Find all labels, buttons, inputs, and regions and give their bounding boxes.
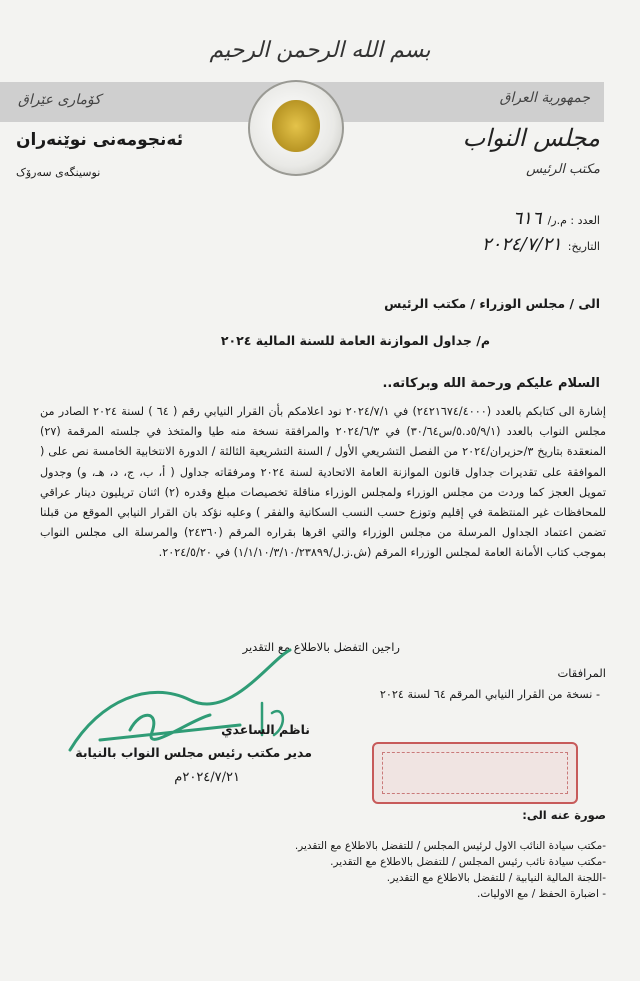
- arabic-subtitle: مكتب الرئيس: [526, 162, 600, 177]
- reference-number: [400, 208, 600, 229]
- signatory-title: مدير مكتب رئيس مجلس النواب بالنيابة: [75, 745, 312, 760]
- kurdish-subtitle: نوسینگەی سەرۆک: [16, 166, 101, 179]
- signature-date: ٢٠٢٤/٧/٢١م: [174, 770, 240, 785]
- kurdish-country: كۆماری عێراق: [18, 92, 101, 108]
- closing-line: راجين التفضل بالاطلاع مع التقدير: [242, 640, 400, 654]
- attachment-item: - نسخة من القرار النيابي المرقم ٦٤ لسنة ٢٠٢٤: [379, 688, 600, 701]
- greeting: السلام عليكم ورحمة الله وبركاته..: [382, 376, 600, 391]
- date-value: ٢٠٢٤/٧/٢١: [481, 234, 562, 255]
- copies-heading: صورة عنه الى:: [522, 808, 606, 822]
- copies-list: [200, 838, 606, 902]
- arabic-country: جمهورية العراق: [499, 90, 590, 106]
- basmala: بسم الله الرحمن الرحيم: [209, 38, 431, 63]
- signatory-name: ناظم الساعدي: [221, 722, 310, 737]
- letter-body: إشارة الى كتابكم بالعدد (٢٤٢١٦٧٤/٤٠٠٠) في ٢٠٢٤/٧/١ نود اعلامكم بأن القرار النيابي رقم ( ٦٤ ) لسنة ٢٠٢٤ الصادر من مجلس النواب بالعدد (٥/٩/١د.٥/س٣٠/٦٤) في ٢٠٢٤/٦/٣ والمرافقة نسخة منه طيا والمتخذ في جلسته المرقمة (٢٧) المنعقدة بتاريخ ٣/حزيران/٢٠٢٤ من الفصل التشريعي الأول / السنة التشريعية الثالثة / الدورة الانتخابية الخامسة نص على ( الموافقة على تقديرات جداول قانون الموازنة العامة الاتحادية لسنة ٢٠٢٤ ومرفقاته جداول ( أ، ب، ج، د، هـ، و) وجدول تمويل العجز كما وردت من مجلس الوزراء ولمجلس الوزراء مناقلة تخصيصات مبلغ وقدره (٢) اثنان تريليون دينار عراقي للمحافظات غير المنتظمة في إقليم وتوزع حسب النسب السكانية والفقر ) وعليه نؤكد بان القرار النيابي الموقع من قبلنا تضمن اعتماد الجداول المرسلة من مجلس الوزراء والتي اقرها بقراره المرقم (٢٤٣٦٠) والمرسلة الى مجلس النواب بموجب كتاب الأمانة العامة لمجلس الوزراء المرقم (ش.ز.ل/١/١/١٠/٣/١٠/٢٣٨٩٩) في ٢٠٢٤/٥/٢٠.: [40, 405, 607, 560]
- copy-item: -مكتب سيادة نائب رئيس المجلس / للتفضل بالاطلاع مع التقدير.: [330, 856, 606, 868]
- reference-date: [400, 234, 600, 255]
- iraq-seal-icon: [248, 80, 344, 176]
- subject: م/ جداول الموازنة العامة للسنة المالية ٢٠٢٤: [220, 333, 490, 348]
- official-stamp-icon: [372, 742, 578, 804]
- kurdish-title: ئەنجومەنی نوێنەران: [16, 130, 184, 150]
- copy-item: - اضبارة الحفظ / مع الاوليات.: [477, 888, 606, 900]
- addressee: الى / مجلس الوزراء / مكتب الرئيس: [384, 296, 600, 311]
- copy-item: -مكتب سيادة النائب الاول لرئيس المجلس / للتفضل بالاطلاع مع التقدير.: [294, 840, 606, 852]
- eagle-emblem-icon: [272, 100, 320, 152]
- date-label: التاريخ:: [567, 240, 600, 253]
- number-label: العدد : م.ر/: [547, 214, 600, 227]
- attachments-heading: المرافقات: [557, 666, 606, 680]
- number-value: ٦١٦: [512, 208, 542, 229]
- handwritten-number-icon: [254, 695, 294, 745]
- arabic-title: مجلس النواب: [462, 124, 600, 152]
- copy-item: -اللجنة المالية النيابية / للتفضل بالاطلاع مع التقدير.: [386, 872, 606, 884]
